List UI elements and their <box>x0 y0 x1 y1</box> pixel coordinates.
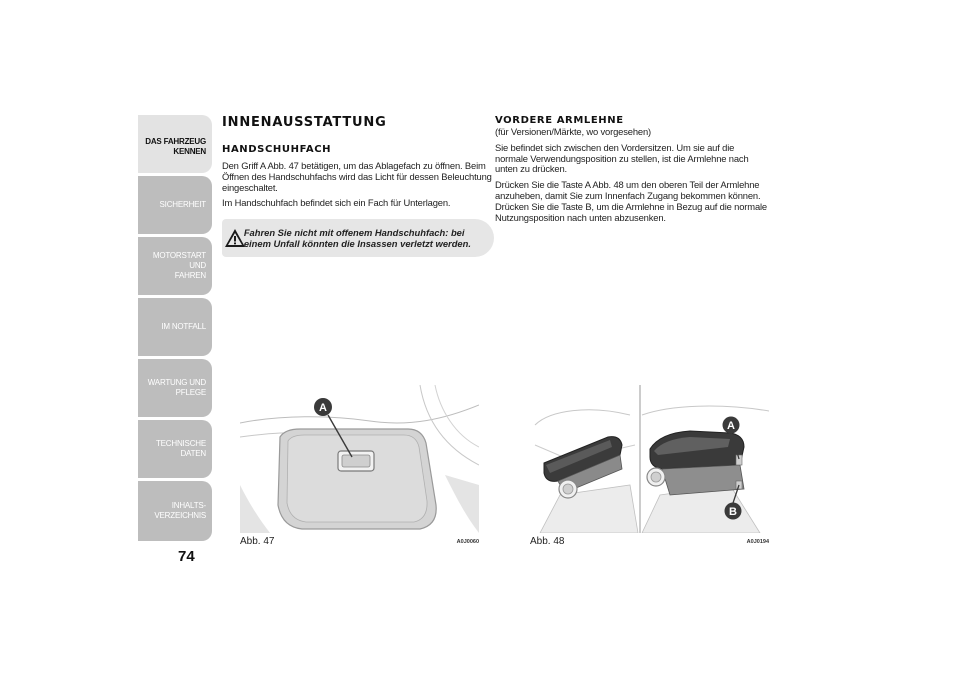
figure-47-code: A0J0060 <box>456 539 479 545</box>
page-number: 74 <box>178 548 195 565</box>
chapter-tabs <box>138 115 212 544</box>
left-column <box>222 115 494 257</box>
armlehne-note: (für Versionen/Märkte, wo vorgesehen) <box>495 126 651 137</box>
tab-wartung-und-pflege[interactable]: WARTUNG UND PFLEGE <box>138 359 212 417</box>
callout-a-label: A <box>727 420 735 432</box>
callout-b-label: B <box>729 506 737 518</box>
figure-48 <box>530 385 769 549</box>
handschuhfach-paragraph-1: Den Griff A Abb. 47 betätigen, um das Ablagefach zu öffnen. Beim Öffnen des Handschuhfachs wird das Licht für dessen Beleuchtung eingeschaltet. <box>222 160 492 193</box>
armlehne-paragraph-2: Drücken Sie die Taste A Abb. 48 um den oberen Teil der Armlehne anzuheben, damit Sie zum Innenfach Zugang bekommen können. Drücken Sie die Taste B, um die Armlehne in Bezug auf die normale Nutzungsposition nach unten abzusenken. <box>495 179 768 223</box>
armrest-illustration <box>530 385 769 533</box>
tab-technische-daten[interactable]: TECHNISCHE DATEN <box>138 420 212 478</box>
figure-48-code: A0J0194 <box>746 539 769 545</box>
right-column <box>495 115 767 223</box>
tab-motorstart-und-fahren[interactable]: MOTORSTART UND FAHREN <box>138 237 212 295</box>
callout-a-label: A <box>319 402 327 414</box>
glovebox-illustration <box>240 385 479 533</box>
tab-inhaltsverzeichnis[interactable]: INHALTS- VERZEICHNIS <box>138 481 212 541</box>
figure-47-caption: Abb. 47 <box>240 536 275 547</box>
figure-47 <box>240 385 479 549</box>
figure-48-caption: Abb. 48 <box>530 536 565 547</box>
warning-text: Fahren Sie nicht mit offenem Handschuhfach: bei einem Unfall könnten die Insassen verletzt werden. <box>243 227 471 250</box>
armlehne-paragraph-1: Sie befindet sich zwischen den Vordersitzen. Um sie auf die normale Verwendungsposition zu stellen, ist die Armlehne nach unten zu drücken. <box>495 141 749 175</box>
tab-sicherheit[interactable]: SICHERHEIT <box>138 176 212 234</box>
handschuhfach-heading: HANDSCHUHFACH <box>222 144 332 155</box>
tab-das-fahrzeug-kennen[interactable]: DAS FAHRZEUG KENNEN <box>138 115 212 173</box>
tab-im-notfall[interactable]: IM NOTFALL <box>138 298 212 356</box>
warning-box <box>222 219 494 257</box>
section-title: INNENAUSSTATTUNG <box>222 115 387 130</box>
armlehne-heading: VORDERE ARMLEHNE <box>495 115 624 126</box>
handschuhfach-paragraph-2: Im Handschuhfach befindet sich ein Fach für Unterlagen. <box>222 197 451 209</box>
